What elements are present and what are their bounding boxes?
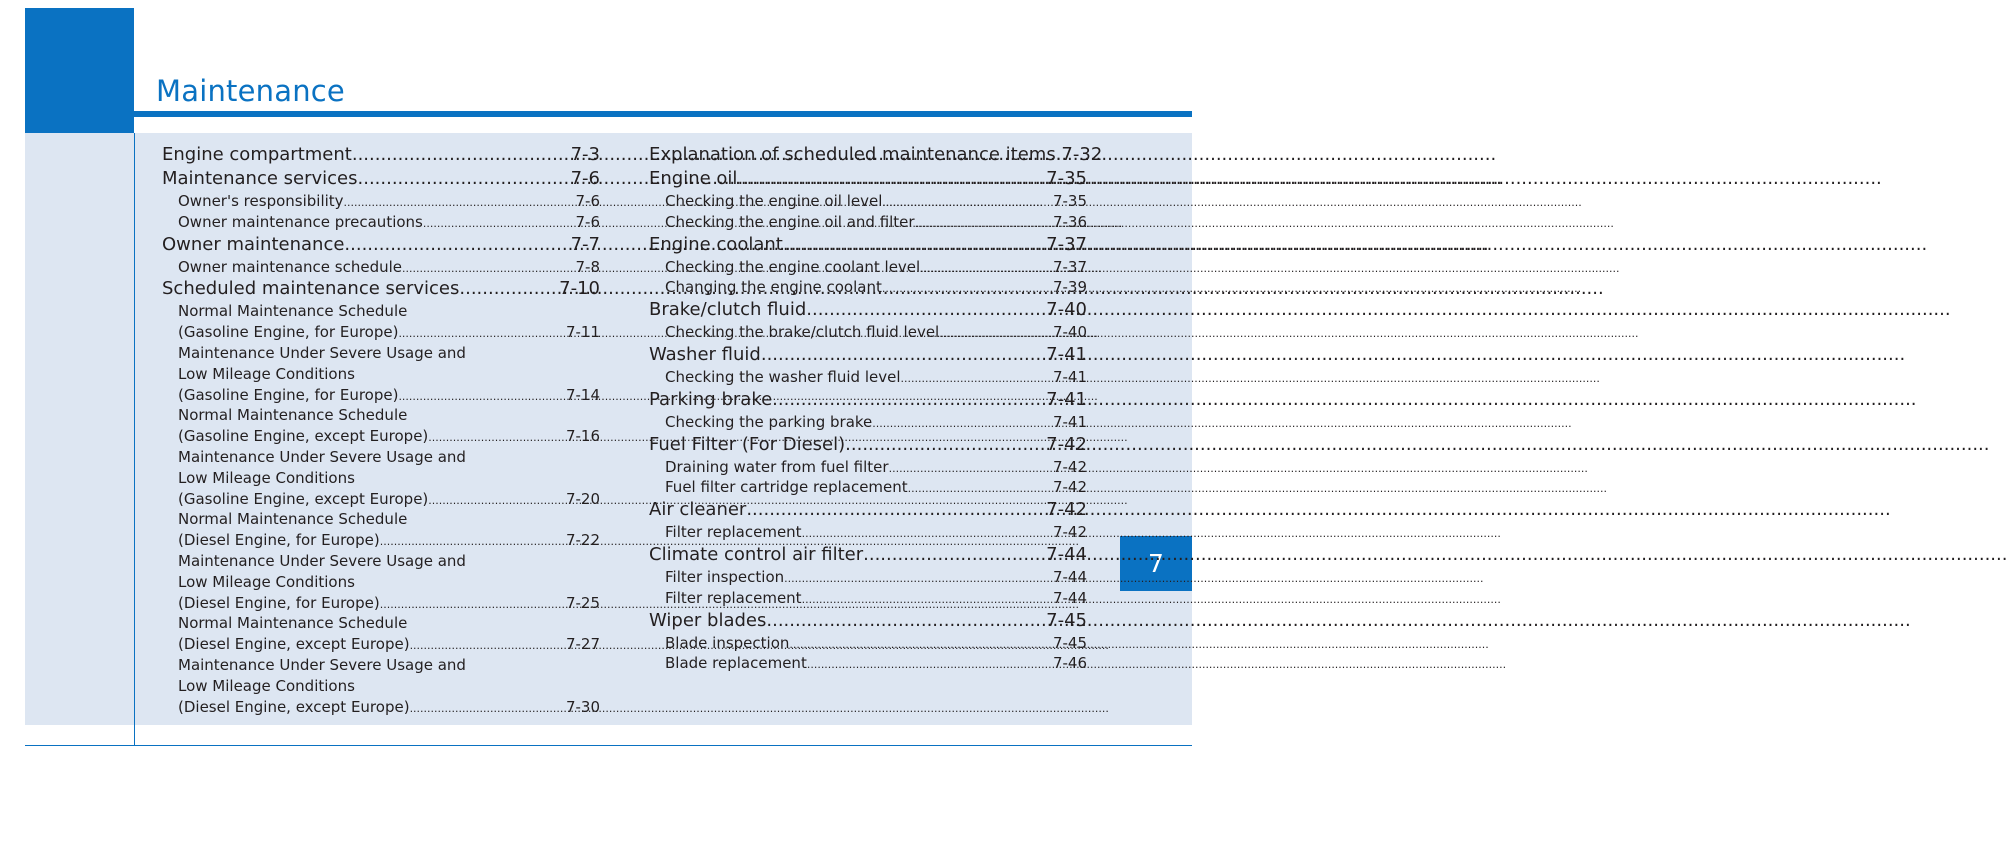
toc-page-number: 7-6 bbox=[570, 168, 600, 189]
dot-leader bbox=[398, 323, 566, 341]
toc-entry-label: Washer fluid bbox=[649, 343, 761, 365]
toc-page-number: 7-16 bbox=[565, 427, 600, 446]
toc-entry-text bbox=[162, 365, 600, 386]
dot-leader bbox=[901, 368, 1053, 386]
header-color-block bbox=[25, 8, 134, 133]
toc-section-entry[interactable] bbox=[649, 144, 1103, 168]
toc-page-number: 7-45 bbox=[1046, 609, 1087, 631]
toc-entry-label: Air cleaner bbox=[649, 499, 747, 521]
dot-leader bbox=[845, 434, 1046, 455]
dot-leader bbox=[423, 213, 576, 231]
toc-subsection-entry[interactable] bbox=[162, 635, 600, 656]
toc-subsection-entry[interactable] bbox=[649, 478, 1087, 499]
toc-subsection-entry[interactable] bbox=[649, 523, 1087, 544]
toc-subsection-entry[interactable] bbox=[162, 213, 600, 234]
toc-section-entry[interactable] bbox=[649, 389, 1087, 413]
toc-page-number: 7-10 bbox=[559, 278, 600, 300]
toc-page-number: 7-32 bbox=[1061, 144, 1103, 165]
toc-page-number: 7-35 bbox=[1052, 192, 1087, 210]
toc-entry-label: Engine oil bbox=[649, 168, 738, 189]
toc-page-number: 7-6 bbox=[575, 192, 600, 210]
toc-subsection-entry[interactable] bbox=[649, 458, 1087, 479]
toc-entry-text bbox=[162, 677, 600, 698]
dot-leader bbox=[789, 634, 1053, 652]
toc-section-entry[interactable] bbox=[649, 168, 1087, 192]
toc-entry-label: Owner maintenance precautions bbox=[178, 212, 423, 231]
toc-section-entry[interactable] bbox=[649, 434, 1087, 458]
dot-leader bbox=[882, 192, 1053, 210]
toc-entry-text bbox=[162, 510, 600, 531]
toc-entry-label: Fuel filter cartridge replacement bbox=[665, 478, 908, 497]
toc-entry-text bbox=[162, 344, 600, 365]
toc-page-number: 7-7 bbox=[570, 233, 600, 255]
toc-entry-label: Checking the engine oil and filter bbox=[665, 212, 915, 231]
toc-page-number: 7-44 bbox=[1052, 567, 1087, 586]
bottom-divider bbox=[25, 745, 1192, 746]
dot-leader bbox=[761, 344, 1046, 365]
dot-leader bbox=[402, 258, 575, 276]
toc-page-number: 7-45 bbox=[1052, 633, 1087, 652]
toc-page-number: 7-42 bbox=[1052, 478, 1087, 497]
toc-page-number: 7-41 bbox=[1052, 367, 1087, 386]
toc-subsection-entry[interactable] bbox=[649, 413, 1087, 434]
toc-entry-label: Filter replacement bbox=[665, 588, 802, 607]
toc-page-number: 7-44 bbox=[1052, 588, 1087, 607]
toc-entry-text bbox=[162, 448, 600, 469]
toc-page-number: 7-39 bbox=[1052, 278, 1087, 297]
toc-entry-label: Filter replacement bbox=[665, 523, 802, 542]
toc-column-left bbox=[162, 144, 600, 718]
dot-leader bbox=[889, 458, 1053, 476]
toc-entry-label: Maintenance Under Severe Usage and bbox=[178, 343, 466, 362]
dot-leader bbox=[882, 278, 1053, 296]
dot-leader bbox=[802, 523, 1053, 541]
toc-entry-label: Fuel Filter (For Diesel) bbox=[649, 433, 846, 455]
dot-leader bbox=[380, 594, 566, 612]
toc-entry-label: Brake/clutch fluid bbox=[649, 299, 807, 321]
toc-entry-label: (Diesel Engine, for Europe) bbox=[178, 593, 380, 612]
toc-page-number: 7-14 bbox=[565, 385, 600, 404]
dot-leader bbox=[428, 490, 566, 508]
vertical-divider bbox=[134, 133, 135, 746]
toc-subsection-entry[interactable] bbox=[649, 213, 1087, 234]
dot-leader bbox=[428, 427, 566, 445]
toc-page-number: 7-42 bbox=[1046, 433, 1087, 455]
toc-page-number: 7-37 bbox=[1046, 233, 1087, 255]
toc-subsection-entry[interactable] bbox=[649, 368, 1087, 389]
toc-subsection-entry[interactable] bbox=[649, 654, 1087, 675]
toc-entry-label: Scheduled maintenance services bbox=[162, 278, 460, 300]
toc-page-number: 7-40 bbox=[1052, 323, 1087, 342]
toc-entry-label: Parking brake bbox=[649, 388, 773, 410]
dot-leader bbox=[410, 698, 566, 716]
toc-section-entry[interactable] bbox=[649, 544, 1087, 568]
toc-entry-label: (Gasoline Engine, except Europe) bbox=[178, 489, 429, 508]
page-title: Maintenance bbox=[156, 74, 345, 108]
dot-leader bbox=[783, 234, 1046, 255]
toc-entry-label: Normal Maintenance Schedule bbox=[178, 510, 408, 529]
toc-entry-text bbox=[162, 469, 600, 490]
dot-leader bbox=[380, 531, 566, 549]
toc-section-entry[interactable] bbox=[649, 234, 1087, 258]
toc-subsection-entry[interactable] bbox=[162, 386, 600, 407]
toc-entry-label: Owner maintenance schedule bbox=[178, 257, 403, 276]
toc-entry-label: Draining water from fuel filter bbox=[665, 457, 889, 476]
left-margin-strip bbox=[25, 133, 134, 725]
toc-section-entry[interactable] bbox=[649, 610, 1087, 634]
dot-leader bbox=[746, 499, 1046, 520]
dot-leader bbox=[908, 478, 1053, 496]
toc-page-number: 7-27 bbox=[565, 635, 600, 654]
toc-entry-label: (Diesel Engine, except Europe) bbox=[178, 697, 410, 716]
toc-subsection-entry[interactable] bbox=[162, 192, 600, 213]
toc-entry-label: Maintenance Under Severe Usage and bbox=[178, 655, 466, 674]
toc-page-number: 7-42 bbox=[1052, 523, 1087, 542]
toc-section-entry[interactable] bbox=[162, 168, 600, 192]
dot-leader bbox=[352, 144, 571, 165]
toc-page-number: 7-44 bbox=[1046, 543, 1087, 565]
toc-entry-label: Checking the parking brake bbox=[665, 412, 873, 431]
toc-subsection-entry[interactable] bbox=[649, 278, 1087, 299]
dot-leader bbox=[410, 635, 566, 653]
toc-entry-label: Normal Maintenance Schedule bbox=[178, 406, 408, 425]
dot-leader bbox=[344, 192, 576, 210]
toc-entry-label: Filter inspection bbox=[665, 567, 785, 586]
dot-leader bbox=[344, 234, 570, 255]
toc-entry-label: Normal Maintenance Schedule bbox=[178, 302, 408, 321]
toc-entry-label: Engine coolant bbox=[649, 233, 783, 255]
dot-leader bbox=[939, 323, 1053, 341]
toc-page-number: 7-8 bbox=[575, 257, 600, 276]
toc-subsection-entry[interactable] bbox=[162, 594, 600, 615]
toc-entry-label: (Diesel Engine, for Europe) bbox=[178, 531, 380, 550]
toc-page-number: 7-22 bbox=[565, 531, 600, 550]
toc-entry-label: (Gasoline Engine, for Europe) bbox=[178, 323, 399, 342]
dot-leader bbox=[872, 413, 1053, 431]
toc-page-number: 7-40 bbox=[1046, 299, 1087, 321]
dot-leader bbox=[766, 610, 1046, 631]
toc-entry-label: (Diesel Engine, except Europe) bbox=[178, 635, 410, 654]
toc-entry-label: Blade replacement bbox=[665, 654, 807, 673]
toc-entry-label: Changing the engine coolant bbox=[665, 278, 882, 297]
toc-entry-label: Checking the washer fluid level bbox=[665, 367, 901, 386]
toc-subsection-entry[interactable] bbox=[649, 258, 1087, 279]
toc-page-number: 7-46 bbox=[1052, 654, 1087, 673]
toc-entry-label: Blade inspection bbox=[665, 633, 790, 652]
toc-section-entry[interactable] bbox=[162, 144, 600, 168]
toc-subsection-entry[interactable] bbox=[162, 531, 600, 552]
toc-entry-label: Climate control air filter bbox=[649, 543, 864, 565]
toc-column-right bbox=[649, 144, 1103, 675]
toc-entry-text bbox=[162, 656, 600, 677]
toc-page-number: 7-41 bbox=[1046, 343, 1087, 365]
toc-subsection-entry[interactable] bbox=[162, 258, 600, 279]
toc-page-number: 7-41 bbox=[1046, 388, 1087, 410]
toc-entry-label: Maintenance services bbox=[162, 168, 358, 189]
toc-section-entry[interactable] bbox=[649, 299, 1087, 323]
toc-subsection-entry[interactable] bbox=[649, 323, 1087, 344]
toc-subsection-entry[interactable] bbox=[649, 568, 1087, 589]
dot-leader bbox=[863, 544, 1046, 565]
toc-entry-label: Normal Maintenance Schedule bbox=[178, 614, 408, 633]
toc-section-entry[interactable] bbox=[649, 499, 1087, 523]
dot-leader bbox=[802, 589, 1053, 607]
toc-page-number: 7-11 bbox=[565, 323, 600, 342]
dot-leader bbox=[737, 168, 1046, 189]
dot-leader bbox=[807, 654, 1053, 672]
toc-entry-label: Checking the brake/clutch fluid level bbox=[665, 323, 940, 342]
toc-page-number: 7-36 bbox=[1052, 212, 1087, 231]
toc-page-number: 7-3 bbox=[570, 144, 600, 165]
toc-page-number: 7-6 bbox=[575, 212, 600, 231]
toc-entry-label: Explanation of scheduled maintenance items. bbox=[649, 144, 1062, 165]
toc-page-number: 7-42 bbox=[1052, 457, 1087, 476]
toc-entry-label: Low Mileage Conditions bbox=[178, 572, 355, 591]
toc-entry-label: Checking the engine coolant level bbox=[665, 257, 921, 276]
toc-page-number: 7-37 bbox=[1052, 257, 1087, 276]
toc-entry-label: Checking the engine oil level bbox=[665, 192, 883, 210]
toc-entry-label: Maintenance Under Severe Usage and bbox=[178, 447, 466, 466]
toc-entry-label: Maintenance Under Severe Usage and bbox=[178, 551, 466, 570]
toc-subsection-entry[interactable] bbox=[649, 634, 1087, 655]
toc-page-number: 7-41 bbox=[1052, 412, 1087, 431]
toc-entry-label: Engine compartment bbox=[162, 144, 352, 165]
toc-entry-label: Low Mileage Conditions bbox=[178, 364, 355, 383]
toc-entry-label: (Gasoline Engine, for Europe) bbox=[178, 385, 399, 404]
toc-subsection-entry[interactable] bbox=[162, 427, 600, 448]
toc-subsection-entry[interactable] bbox=[162, 490, 600, 511]
toc-entry-text bbox=[162, 573, 600, 594]
dot-leader bbox=[459, 278, 559, 299]
dot-leader bbox=[806, 299, 1046, 320]
dot-leader bbox=[772, 389, 1046, 410]
toc-entry-label: Owner's responsibility bbox=[178, 192, 344, 210]
toc-entry-label: (Gasoline Engine, except Europe) bbox=[178, 427, 429, 446]
toc-entry-text bbox=[162, 406, 600, 427]
dot-leader bbox=[920, 258, 1053, 276]
dot-leader bbox=[784, 568, 1053, 586]
toc-entry-label: Wiper blades bbox=[649, 609, 767, 631]
dot-leader bbox=[398, 386, 566, 404]
toc-entry-label: Low Mileage Conditions bbox=[178, 468, 355, 487]
toc-subsection-entry[interactable] bbox=[649, 192, 1087, 213]
toc-entry-label: Owner maintenance bbox=[162, 233, 345, 255]
toc-page-number: 7-25 bbox=[565, 593, 600, 612]
toc-section-entry[interactable] bbox=[162, 234, 600, 258]
toc-subsection-entry[interactable] bbox=[162, 698, 600, 719]
dot-leader bbox=[915, 213, 1053, 231]
toc-section-entry[interactable] bbox=[162, 278, 600, 302]
title-underline bbox=[134, 111, 1192, 117]
toc-entry-label: Low Mileage Conditions bbox=[178, 676, 355, 695]
toc-entry-text bbox=[162, 302, 600, 323]
dot-leader bbox=[358, 168, 571, 189]
toc-page-number: 7-42 bbox=[1046, 499, 1087, 521]
toc-page-number: 7-35 bbox=[1046, 168, 1087, 189]
toc-entry-text bbox=[162, 552, 600, 573]
toc-subsection-entry[interactable] bbox=[649, 589, 1087, 610]
toc-subsection-entry[interactable] bbox=[162, 323, 600, 344]
toc-section-entry[interactable] bbox=[649, 344, 1087, 368]
toc-entry-text bbox=[162, 614, 600, 635]
toc-page-number: 7-20 bbox=[565, 489, 600, 508]
toc-page-number: 7-30 bbox=[565, 697, 600, 716]
chapter-tab[interactable]: 7 bbox=[1120, 536, 1192, 591]
